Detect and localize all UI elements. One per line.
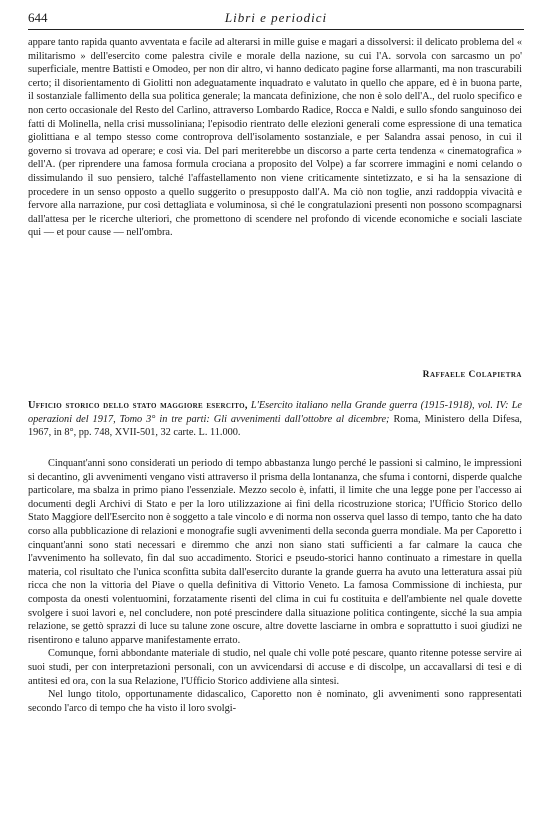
review-imprint: Roma, Ministero della Difesa, 1967, in 8°, pp. 748, XVII-501, 32 carte. L. 11.000. <box>28 413 522 439</box>
review-author: Ufficio storico dello stato maggiore esercito, <box>28 400 248 411</box>
review-body <box>28 457 522 715</box>
page-header <box>28 10 524 28</box>
page-number: 644 <box>28 10 48 25</box>
review-title: L'Esercito italiano nella Grande guerra (1915-1918), vol. IV: Le operazioni del 1917, Tomo 3° in tre parti: Gli avvenimenti dall'ottobre al dicembre; <box>28 400 522 425</box>
review-paragraph: Cinquant'anni sono considerati un periodo di tempo abbastanza lungo perché le passioni si calmino, le impressioni si decantino, gli avvenimenti vengano visti attraverso il prisma della lontananza, che sfuma i contorni, disperde qualche particolare, ma sbalza in primo piano l'essenziale. Mezzo secolo è, infatti, il limite che una legge pone per l'accesso ai documenti degli Archivi di Stato e per la loro utilizzazione ai fini della ricostruzione storica; l'Ufficio Storico dello Stato Maggiore dell'Esercito non è soggetto a tale vincolo e di norma non osserva quel lasso di tempo, tanto che ha dato corso alla pubblicazione di relazioni e monografie sugli avvenimenti della seconda guerra mondiale. Ma per Caporetto i cinquant'anni sono stati necessari e diremmo che anzi non siano stati sufficienti a far calmare la cauca che l'avvenimento ha sollevato, fin dal suo accadimento. Storici e pseudo-storici hanno continuato a rimestare in quella materia, col risultato che l'unica sconfitta subita dall'esercito durante la grande guerra ha avuto una letteratura assai più ricca che non la vittoria del Piave o quella definitiva di Vittorio Veneto. La famosa Commissione di inchiesta, pur composta da onesti volentuomini, forzatamente risentì del clima in cui fu costituita e dell'ambiente nel quale dovette svolgere i suoi lavori e, nel concludere, non poté prescindere dalla situazione politica contingente, sicché la sua ampia relazione, se gettò sprazzi di luce su talune zone oscure, altre dovette lasciarne in ombra e soprattutto i suoi giudizi ne risentirono e taluno apparve manifestamente errato. <box>28 458 522 646</box>
review-bibliographic-heading <box>28 399 522 440</box>
previous-review-text <box>28 36 522 240</box>
reviewer-signature: Raffaele Colapietra <box>422 370 522 380</box>
header-rule <box>28 29 524 30</box>
running-head: Libri e periodici <box>224 10 328 25</box>
previous-review-paragraph: appare tanto rapida quanto avventata e facile ad alterarsi in mille guise e magari a dissolversi: il delicato problema del « militarismo » dell'esercito come palestra civile e morale della nazione, su cui l'A. sorvola con sarcasmo un po' superficiale, mentre Battisti e Omodeo, per non dir altro, vi hanno dedicato pagine forse allarmanti, ma non trascurabili certo; il disorientamento di Giolitti non adeguatamente inquadrato e valutato in quello che appare, ed è in buona parte, il sostanziale fallimento della sua politica generale; la mancata definizione, che non è solo dell'A., del ruolo specifico e non certo occasionale del Resto del Carlino, attraverso Lombardo Radice, Rocca e Naldi, e sullo sfondo sanguinoso dei fatti di Molinella, nella crisi mussoliniana; l'episodio rientrato delle elezioni generali come espressione di una tematica giolittiana e al tempo stesso come controprova dell'isolamento sostanziale, e per Salandra assai penoso, in cui il governo si trovava ad operare; e così via. Del pari meriterebbe un discorso a parte certa tendenza « cinematografica » dell'A. (per riprendere una famosa formula crociana a proposito del Volpe) a far scorrere immagini e nomi celando o dissimulando il suo pensiero, talché l'affastellamento non viene criticamente sintetizzato, e si ha la sensazione di procedere in un senso opposto a quello suggerito o presupposto dall'A. Ma ciò non toglie, anzi raddoppia vivacità e fervore alla narrazione, pur così dettagliata e voluminosa, sì ché le congratulazioni presenti non possono scompagnarsi dall'attesa per le ricerche ulteriori, che promettono di scendere nel profondo di vicende economiche e sociali lasciate qui — et pour cause — nell'ombra. <box>28 37 522 239</box>
review-paragraph: Comunque, fornì abbondante materiale di studio, nel quale chi volle poté pescare, quanto ritenne potesse servire ai suoi studi, per con interpretazioni personali, con un avvicendarsi di accuse e di discolpe, un accavallarsi di tesi e di antitesi ed ora, con la sua Relazione, l'Ufficio Storico addiviene alla sintesi. <box>28 648 522 687</box>
review-paragraph: Nel lungo titolo, opportunamente didascalico, Caporetto non è nominato, gli avvenimenti sono rappresentati secondo l'arco di tempo che ha visto il loro svolgi- <box>28 689 522 714</box>
